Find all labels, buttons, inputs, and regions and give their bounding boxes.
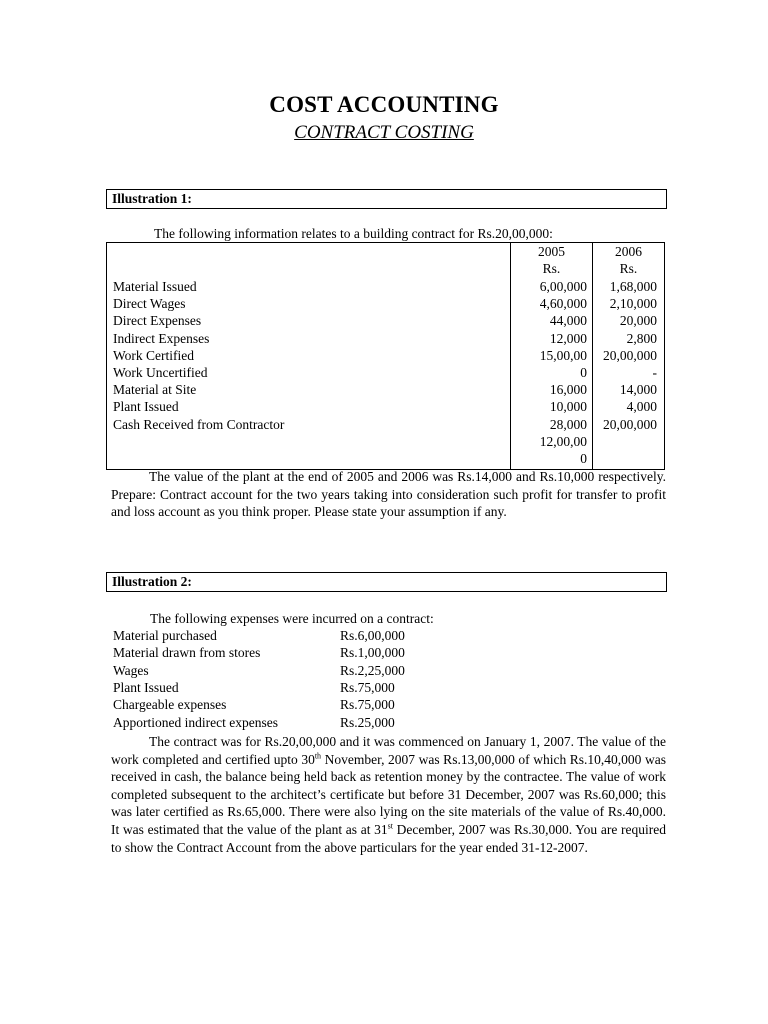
illustration-1-intro: The following information relates to a building contract for Rs.20,00,000: [154, 226, 553, 241]
table-cell-2006: 20,000 [619, 313, 657, 329]
table-row-label: Cash Received from Contractor [113, 416, 285, 432]
illustration-2-paragraph-part-a: The contract was for Rs.20,00,000 and it was commenced on January 1, 2007. The value of the work completed and certified upto 30 [111, 734, 666, 767]
page-subtitle: CONTRACT COSTING [294, 122, 474, 143]
table-header-2005-year: 2005 [538, 244, 565, 259]
table-cell-2006: 4,000 [626, 399, 657, 415]
table-cell-2005: 12,00,00 [539, 433, 587, 449]
table-cell-2006: - [652, 365, 657, 380]
table-cell-2005: 0 [580, 365, 587, 380]
illustration-1-table [106, 242, 665, 470]
expense-amount: Rs.1,00,000 [340, 645, 405, 661]
illustration-1-heading: Illustration 1: [106, 189, 667, 209]
superscript-st: st [387, 821, 393, 831]
expense-label: Plant Issued [113, 679, 179, 695]
table-row-label: Indirect Expenses [113, 330, 210, 346]
expense-amount: Rs.2,25,000 [340, 662, 405, 678]
illustration-2-paragraph-part-c: December, 2007 was Rs.30,000. You are required to show the Contract Account from the above particulars for the year ended 31-12-2007. [111, 821, 666, 855]
table-row-label: Material Issued [113, 279, 197, 294]
expense-label: Material purchased [113, 628, 217, 643]
table-row-label: Work Uncertified [113, 365, 208, 380]
table-cell-2006: 2,10,000 [609, 296, 657, 312]
expense-label: Chargeable expenses [113, 697, 227, 713]
table-cell-2005: 15,00,00 [539, 347, 587, 363]
expense-amount: Rs.75,000 [340, 679, 395, 695]
table-cell-2005: 28,000 [549, 416, 587, 432]
table-row-label: Direct Expenses [113, 313, 202, 329]
expense-amount: Rs.75,000 [340, 697, 395, 713]
expense-label: Wages [113, 662, 149, 678]
table-cell-2005: 10,000 [549, 399, 587, 415]
expense-label: Apportioned indirect expenses [113, 714, 278, 730]
illustration-2-intro: The following expenses were incurred on a contract: [150, 611, 434, 626]
table-row-label: Plant Issued [113, 399, 179, 415]
table-cell-2005: 0 [580, 451, 587, 466]
expense-label: Material drawn from stores [113, 645, 261, 661]
table-header-2006-unit: Rs. [619, 261, 638, 276]
expense-amount: Rs.25,000 [340, 714, 395, 730]
illustration-1-paragraph [111, 468, 666, 521]
illustration-2-paragraph [111, 733, 666, 856]
table-row-label: Work Certified [113, 347, 195, 363]
table-cell-2005: 6,00,000 [539, 279, 587, 294]
table-cell-2005: 44,000 [549, 313, 587, 329]
table-cell-2006: 14,000 [619, 382, 657, 398]
expense-amount: Rs.6,00,000 [340, 628, 405, 643]
table-cell-2006: 1,68,000 [609, 279, 657, 294]
table-cell-2006: 20,00,000 [603, 347, 657, 363]
table-cell-2006: 20,00,000 [603, 416, 657, 432]
table-cell-2005: 16,000 [549, 382, 587, 398]
illustration-1-paragraph-text: The value of the plant at the end of 2005 and 2006 was Rs.14,000 and Rs.10,000 respectively. Prepare: Contract account for the two years taking into consideration such profit for transfer to profit and loss account as you think proper. Please state your assumption if any. [111, 469, 666, 520]
table-cell-2005: 12,000 [549, 330, 587, 346]
table-row-label: Material at Site [113, 382, 197, 398]
illustration-2-heading: Illustration 2: [106, 572, 667, 592]
illustration-2-paragraph-part-b: November, 2007 was Rs.13,00,000 of which Rs.10,40,000 was received in cash, the balance being held back as retention money by the contractee. The value of work completed subsequent to the architect’s certificate but before 31 December, 2007 was Rs.60,000; this was later certified as Rs.65,000. There were also lying on the site materials of the value of Rs.40,000. It was estimated that the value of the plant as at 31 [111, 751, 666, 837]
table-row-label: Direct Wages [113, 296, 186, 312]
table-cell-2006: 2,800 [626, 330, 657, 346]
superscript-th: th [314, 751, 322, 761]
page-title: COST ACCOUNTING [269, 92, 499, 117]
table-header-2005-unit: Rs. [542, 261, 561, 276]
table-cell-2005: 4,60,000 [539, 296, 587, 312]
table-header-2006-year: 2006 [615, 244, 642, 259]
